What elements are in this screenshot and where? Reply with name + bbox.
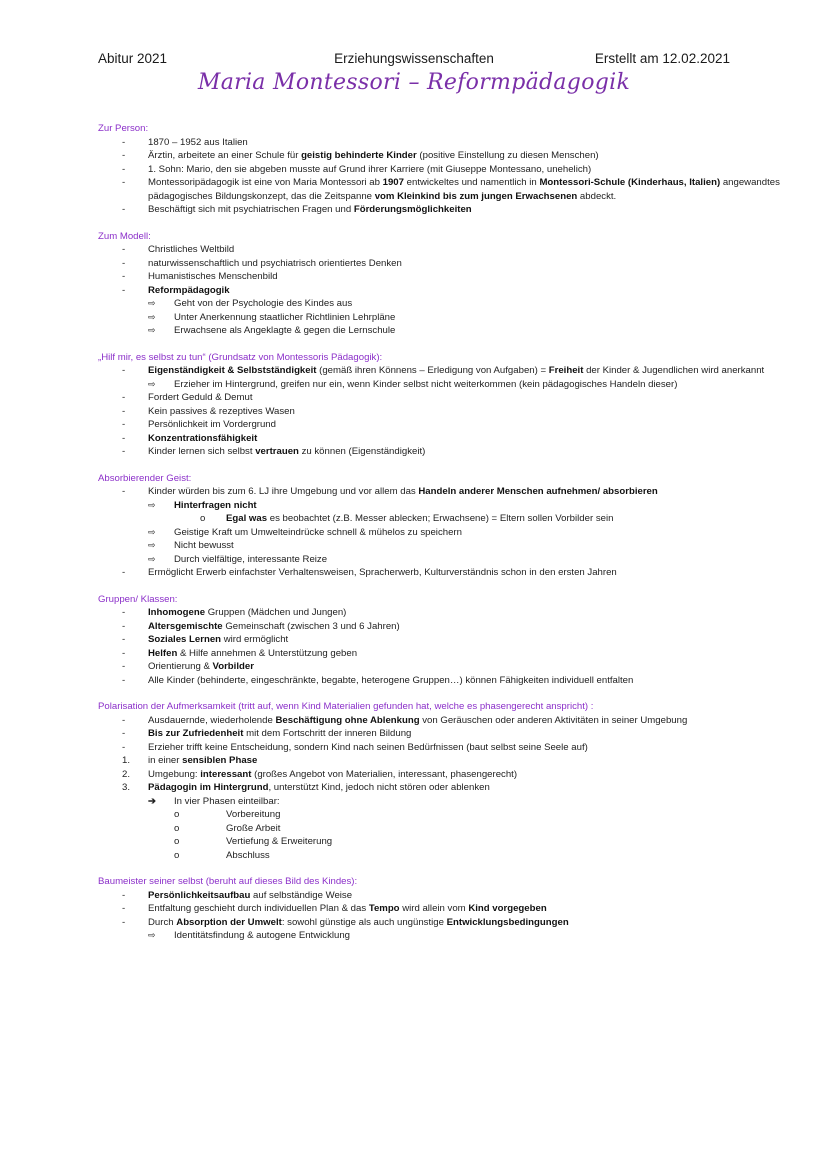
- list-item: - 1. Sohn: Mario, den sie abgeben musste auf Grund ihrer Karriere (mit Giuseppe Montessano, unehelich): [122, 163, 592, 175]
- circle-bullet-icon: o: [174, 849, 180, 861]
- list-item: - Humanistisches Menschenbild: [122, 271, 278, 282]
- section-title: „Hilf mir, es selbst zu tun“ (Grundsatz von Montessoris Pädagogik):: [98, 351, 383, 363]
- dash-bullet: -: [122, 271, 126, 282]
- section-title: Absorbierender Geist:: [98, 472, 192, 484]
- list-item: - Entfaltung geschieht durch individuellen Plan & das Tempo wird allein vom Kind vorgegeben: [122, 903, 547, 914]
- dash-bullet: -: [122, 916, 126, 928]
- list-item: - Persönlichkeitsaufbau auf selbständige Weise: [122, 889, 353, 901]
- dash-bullet: -: [122, 163, 126, 175]
- dash-bullet: -: [122, 661, 126, 672]
- arrow-icon: ⇨: [148, 311, 156, 322]
- dash-bullet: -: [122, 432, 126, 444]
- dash-bullet: -: [122, 446, 126, 457]
- arrow-icon: ⇨: [148, 930, 156, 940]
- dash-bullet: -: [122, 244, 126, 255]
- sub-item: ➔ In vier Phasen einteilbar:: [148, 795, 280, 807]
- section-builder: [98, 875, 738, 943]
- list-item: - Kinder lernen sich selbst vertrauen zu können (Eigenständigkeit): [122, 446, 426, 457]
- arrow-icon: ⇨: [148, 553, 156, 564]
- phase-item: o Vorbereitung: [174, 809, 281, 820]
- list-item: - Soziales Lernen wird ermöglicht: [122, 634, 289, 645]
- numbered-item: 1. in einer sensiblen Phase: [122, 755, 258, 766]
- bold-arrow-icon: ➔: [148, 795, 157, 807]
- list-item: - 1870 – 1952 aus Italien: [122, 136, 248, 148]
- list-item: - Altersgemischte Gemeinschaft (zwischen 3 und 6 Jahren): [122, 620, 400, 632]
- section-polarisation: [98, 700, 738, 862]
- list-item: - Persönlichkeit im Vordergrund: [122, 419, 276, 430]
- page-title: Maria Montessori – Reformpädagogik: [197, 70, 631, 95]
- numbered-item: 2. Umgebung: interessant (großes Angebot von Materialien, interessant, phasengerecht): [122, 768, 518, 780]
- dash-bullet: -: [122, 284, 126, 296]
- list-item: - Alle Kinder (behinderte, eingeschränkte, begabte, heterogene Gruppen…) können Fähigkeiten individuell entfalten: [122, 674, 634, 686]
- sub-sub-item: o Egal was es beobachtet (z.B. Messer ablecken; Erwachsene) = Eltern sollen Vorbilder sein: [200, 513, 614, 524]
- dash-bullet: -: [122, 405, 126, 417]
- section-person: [98, 122, 780, 217]
- section-groups: [98, 593, 738, 688]
- dash-bullet: -: [122, 620, 126, 632]
- dash-bullet: -: [122, 486, 126, 497]
- list-item: - Inhomogene Gruppen (Mädchen und Jungen): [122, 607, 347, 618]
- list-number: 1.: [122, 755, 131, 766]
- dash-bullet: -: [122, 728, 126, 739]
- dash-bullet: -: [122, 634, 126, 645]
- list-item: - Kinder würden bis zum 6. LJ ihre Umgebung und vor allem das Handeln anderer Menschen aufnehmen/ absorbieren: [122, 486, 658, 497]
- dash-bullet: -: [122, 607, 126, 618]
- section-absorb: [98, 472, 738, 580]
- document-body: [98, 122, 780, 956]
- circle-bullet-icon: o: [174, 822, 180, 834]
- sub-item: ⇨ Hinterfragen nicht: [148, 499, 257, 511]
- list-item: - Konzentrationsfähigkeit: [122, 432, 258, 444]
- section-title: Polarisation der Aufmerksamkeit (tritt auf, wenn Kind Materialien gefunden hat, welche es phasengerecht anspricht) :: [98, 701, 594, 712]
- dash-bullet: -: [122, 647, 126, 659]
- arrow-icon: ⇨: [148, 499, 156, 510]
- dash-bullet: -: [122, 674, 126, 686]
- list-item: - Bis zur Zufriedenheit mit dem Fortschritt der inneren Bildung: [122, 728, 412, 739]
- phase-item: o Vertiefung & Erweiterung: [174, 836, 333, 847]
- phase-item: o Große Arbeit: [174, 822, 281, 834]
- dash-bullet: -: [122, 903, 126, 914]
- list-item: - Montessoripädagogik ist eine von Maria Montessori ab 1907 entwickeltes und namentlich in Montessori-Schule (Kinderhaus, Italien) angewandtes: [122, 177, 780, 188]
- list-item-continuation: pädagogisches Bildungskonzept, das die Zeitspanne vom Kleinkind bis zum jungen Erwachsenen abdeckt.: [148, 190, 617, 202]
- section-title: Zur Person:: [98, 123, 149, 134]
- sub-item: ⇨ Geht von der Psychologie des Kindes aus: [148, 298, 353, 309]
- list-number: 3.: [122, 782, 131, 793]
- list-item: - Reformpädagogik: [122, 284, 230, 296]
- header-right: Erstellt am 12.02.2021: [594, 51, 730, 66]
- section-title: Baumeister seiner selbst (beruht auf dieses Bild des Kindes):: [98, 876, 358, 887]
- list-item: - Christliches Weltbild: [122, 244, 235, 255]
- dash-bullet: -: [122, 365, 126, 376]
- dash-bullet: -: [122, 889, 126, 901]
- list-item: - naturwissenschaftlich und psychiatrisch orientiertes Denken: [122, 257, 402, 269]
- list-item: - Durch Absorption der Umwelt: sowohl günstige als auch ungünstige Entwicklungsbedingungen: [122, 916, 569, 928]
- circle-bullet-icon: o: [200, 513, 206, 524]
- sub-item: ⇨ Durch vielfältige, interessante Reize: [148, 553, 328, 565]
- dash-bullet: -: [122, 177, 126, 188]
- dash-bullet: -: [122, 741, 126, 753]
- section-model: [98, 230, 738, 338]
- sub-item: ⇨ Erzieher im Hintergrund, greifen nur ein, wenn Kinder selbst nicht weiterkommen (kein pädagogisches Handeln dieser): [148, 378, 678, 390]
- sub-item: ⇨ Identitätsfindung & autogene Entwicklung: [148, 930, 351, 941]
- list-item: - Kein passives & rezeptives Wasen: [122, 405, 295, 417]
- arrow-icon: ⇨: [148, 378, 156, 389]
- dash-bullet: -: [122, 204, 126, 215]
- arrow-icon: ⇨: [148, 526, 156, 537]
- list-item: - Fordert Geduld & Demut: [122, 392, 253, 403]
- dash-bullet: -: [122, 136, 126, 148]
- dash-bullet: -: [122, 567, 126, 578]
- arrow-icon: ⇨: [148, 325, 156, 335]
- header-left: Abitur 2021: [98, 51, 168, 66]
- list-item: - Ermöglicht Erwerb einfachster Verhaltensweisen, Spracherwerb, Kulturverständnis schon in den ersten Jahren: [122, 567, 617, 578]
- sub-item: ⇨ Unter Anerkennung staatlicher Richtlinien Lehrpläne: [148, 311, 396, 323]
- list-item: - Ärztin, arbeitete an einer Schule für geistig behinderte Kinder (positive Einstellung zu diesen Menschen): [122, 150, 599, 161]
- arrow-icon: ⇨: [148, 540, 156, 550]
- dash-bullet: -: [122, 392, 126, 403]
- sub-item: ⇨ Erwachsene als Angeklagte & gegen die Lernschule: [148, 325, 396, 336]
- list-item: - Orientierung & Vorbilder: [122, 661, 254, 672]
- list-item: - Eigenständigkeit & Selbstständigkeit (gemäß ihren Könnens – Erledigung von Aufgaben) = Freiheit der Kinder & Jugendlichen wird anerkannt: [122, 365, 765, 376]
- numbered-item: 3. Pädagogin im Hintergrund, unterstützt Kind, jedoch nicht stören oder ablenken: [122, 782, 490, 793]
- dash-bullet: -: [122, 714, 126, 726]
- circle-bullet-icon: o: [174, 836, 180, 847]
- dash-bullet: -: [122, 257, 126, 269]
- list-item: - Ausdauernde, wiederholende Beschäftigung ohne Ablenkung von Geräuschen oder anderen Aktivitäten in seiner Umgebung: [122, 714, 688, 726]
- phase-item: o Abschluss: [174, 849, 270, 861]
- section-title: Gruppen/ Klassen:: [98, 593, 178, 605]
- sub-item: ⇨ Geistige Kraft um Umwelteindrücke schnell & mühelos zu speichern: [148, 526, 462, 538]
- section-hilf: [98, 351, 765, 459]
- circle-bullet-icon: o: [174, 809, 180, 820]
- list-item: - Erzieher trifft keine Entscheidung, sondern Kind nach seinen Bedürfnissen (baut selbst seine Seele auf): [122, 741, 588, 753]
- dash-bullet: -: [122, 419, 126, 430]
- arrow-icon: ⇨: [148, 298, 156, 308]
- list-item: - Beschäftigt sich mit psychiatrischen Fragen und Förderungsmöglichkeiten: [122, 204, 472, 215]
- dash-bullet: -: [122, 150, 126, 161]
- list-item: - Helfen & Hilfe annehmen & Unterstützung geben: [122, 647, 358, 659]
- sub-item: ⇨ Nicht bewusst: [148, 540, 234, 551]
- list-number: 2.: [122, 768, 131, 780]
- header-center: Erziehungswissenschaften: [334, 51, 494, 66]
- section-title: Zum Modell:: [98, 230, 151, 242]
